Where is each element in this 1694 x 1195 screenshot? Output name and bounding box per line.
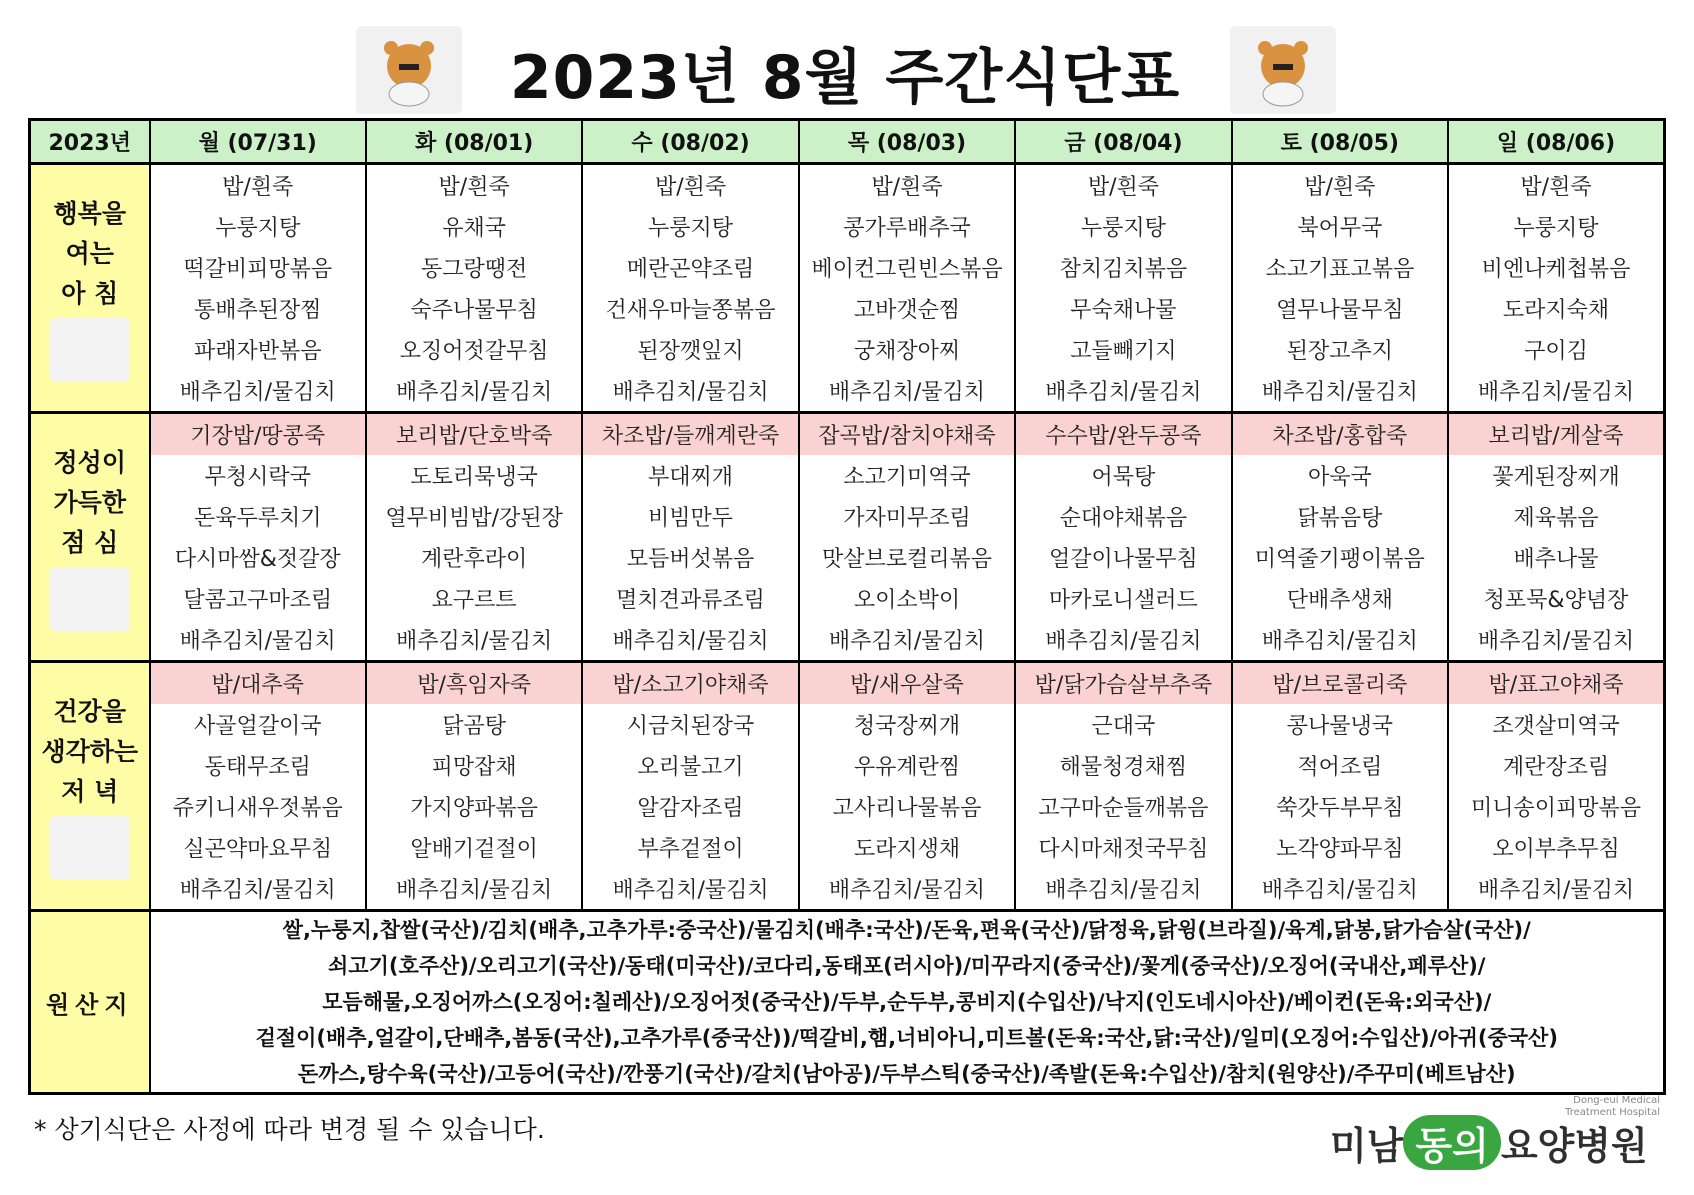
menu-item: 배추김치/물김치 <box>1015 619 1231 662</box>
menu-item: 우유계란찜 <box>799 745 1015 786</box>
menu-item: 쥬키니새우젓볶음 <box>150 786 366 827</box>
meal-row <box>30 455 1665 496</box>
menu-item: 무청시락국 <box>150 455 366 496</box>
menu-item: 밥/흰죽 <box>366 164 582 207</box>
menu-item: 다시마채젓국무침 <box>1015 827 1231 868</box>
menu-item: 밥/대추죽 <box>150 662 366 705</box>
meal-row <box>30 288 1665 329</box>
menu-item: 얼갈이나물무침 <box>1015 537 1231 578</box>
menu-item: 소고기표고볶음 <box>1232 247 1448 288</box>
origin-line: 겉절이(배추,얼갈이,단배추,봄동(국산),고추가루(중국산))/떡갈비,햄,너비아니,미트볼(돈육:국산,닭:국산)/일미(오징어:수입산)/아귀(중국산) <box>255 1026 1558 1050</box>
menu-item: 조갯살미역국 <box>1448 704 1664 745</box>
menu-item: 밥/흰죽 <box>150 164 366 207</box>
menu-item: 배추김치/물김치 <box>799 370 1015 413</box>
meal-label-line: 가득한 <box>53 488 126 517</box>
menu-item: 배추김치/물김치 <box>1232 619 1448 662</box>
menu-item: 도토리묵냉국 <box>366 455 582 496</box>
menu-item: 계란장조림 <box>1448 745 1664 786</box>
menu-item: 부추겉절이 <box>582 827 798 868</box>
footnote: * 상기식단은 사정에 따라 변경 될 수 있습니다. <box>34 1115 545 1144</box>
menu-item: 마카로니샐러드 <box>1015 578 1231 619</box>
meal-row <box>30 704 1665 745</box>
menu-item: 차조밥/홍합죽 <box>1232 413 1448 456</box>
menu-item: 밥/표고야채죽 <box>1448 662 1664 705</box>
menu-item: 오이소박이 <box>799 578 1015 619</box>
mascot-image-right <box>1230 26 1336 114</box>
menu-item: 구이김 <box>1448 329 1664 370</box>
page-title: 2023년 8월 주간식단표 <box>509 43 1181 113</box>
menu-item: 비빔만두 <box>582 496 798 537</box>
day-header: 토 (08/05) <box>1232 120 1448 164</box>
menu-item: 참치김치볶음 <box>1015 247 1231 288</box>
menu-item: 달콤고구마조림 <box>150 578 366 619</box>
meal-row <box>30 868 1665 911</box>
menu-item: 멸치견과류조림 <box>582 578 798 619</box>
menu-item: 배추김치/물김치 <box>1448 619 1664 662</box>
day-header: 금 (08/04) <box>1015 120 1231 164</box>
menu-item: 밥/브로콜리죽 <box>1232 662 1448 705</box>
menu-item: 콩나물냉국 <box>1232 704 1448 745</box>
menu-item: 노각양파무침 <box>1232 827 1448 868</box>
menu-item: 오이부추무침 <box>1448 827 1664 868</box>
menu-item: 꽃게된장찌개 <box>1448 455 1664 496</box>
menu-item: 근대국 <box>1015 704 1231 745</box>
hospital-logo <box>1330 1095 1666 1173</box>
menu-item: 누룽지탕 <box>1015 206 1231 247</box>
menu-item: 실곤약마요무침 <box>150 827 366 868</box>
menu-item: 쑥갓두부무침 <box>1232 786 1448 827</box>
menu-item: 배추김치/물김치 <box>1232 868 1448 911</box>
origin-line: 돈까스,탕수육(국산)/고등어(국산)/깐풍기(국산)/갈치(남아공)/두부스틱(중국산)/족발(돈육:수입산)/참치(원양산)/주꾸미(베트남산) <box>297 1062 1516 1086</box>
menu-item: 동그랑땡전 <box>366 247 582 288</box>
menu-item: 배추나물 <box>1448 537 1664 578</box>
menu-item: 밥/흰죽 <box>1448 164 1664 207</box>
day-header: 월 (07/31) <box>150 120 366 164</box>
menu-item: 수수밥/완두콩죽 <box>1015 413 1231 456</box>
menu-item: 도라지생채 <box>799 827 1015 868</box>
menu-item: 보리밥/단호박죽 <box>366 413 582 456</box>
menu-item: 배추김치/물김치 <box>582 619 798 662</box>
menu-item: 배추김치/물김치 <box>1015 370 1231 413</box>
menu-item: 배추김치/물김치 <box>1232 370 1448 413</box>
meal-label-line: 점 심 <box>61 528 119 557</box>
menu-item: 청국장찌개 <box>799 704 1015 745</box>
menu-item: 밥/흰죽 <box>799 164 1015 207</box>
meal-row <box>30 745 1665 786</box>
menu-item: 소고기미역국 <box>799 455 1015 496</box>
menu-item: 열무비빔밥/강된장 <box>366 496 582 537</box>
menu-item: 맛살브로컬리볶음 <box>799 537 1015 578</box>
menu-item: 유채국 <box>366 206 582 247</box>
logo-text-right: 요양병원 <box>1500 1124 1648 1168</box>
menu-item: 닭볶음탕 <box>1232 496 1448 537</box>
menu-item: 돈육두루치기 <box>150 496 366 537</box>
meal-label-line: 저 녁 <box>61 777 119 806</box>
menu-item: 누룽지탕 <box>150 206 366 247</box>
menu-item: 배추김치/물김치 <box>366 370 582 413</box>
menu-item: 가지양파볶음 <box>366 786 582 827</box>
menu-item: 밥/소고기야채죽 <box>582 662 798 705</box>
menu-item: 기장밥/땅콩죽 <box>150 413 366 456</box>
menu-item: 순대야채볶음 <box>1015 496 1231 537</box>
meal-label-line: 건강을 <box>53 697 126 726</box>
logo-text-green: 동의 <box>1403 1115 1500 1170</box>
menu-item: 누룽지탕 <box>1448 206 1664 247</box>
menu-item: 배추김치/물김치 <box>150 370 366 413</box>
menu-item: 단배추생채 <box>1232 578 1448 619</box>
logo-sub-line: Dong-eui Medical <box>1573 1095 1660 1106</box>
menu-item: 해물청경채찜 <box>1015 745 1231 786</box>
menu-item: 콩가루배추국 <box>799 206 1015 247</box>
menu-item: 보리밥/게살죽 <box>1448 413 1664 456</box>
menu-item: 된장고추지 <box>1232 329 1448 370</box>
meal-label-line: 행복을 <box>53 199 126 228</box>
meal-row <box>30 662 1665 705</box>
meal-row <box>30 786 1665 827</box>
menu-item: 부대찌개 <box>582 455 798 496</box>
menu-item: 적어조림 <box>1232 745 1448 786</box>
meal-row <box>30 164 1665 207</box>
menu-item: 청포묵&양념장 <box>1448 578 1664 619</box>
menu-item: 통배추된장찜 <box>150 288 366 329</box>
menu-item: 베이컨그린빈스볶음 <box>799 247 1015 288</box>
day-header: 화 (08/01) <box>366 120 582 164</box>
day-header: 목 (08/03) <box>799 120 1015 164</box>
menu-item: 배추김치/물김치 <box>799 619 1015 662</box>
logo-sub-line: Treatment Hospital <box>1565 1107 1660 1118</box>
menu-item: 도라지숙채 <box>1448 288 1664 329</box>
character-icon <box>50 816 130 880</box>
day-header: 일 (08/06) <box>1448 120 1664 164</box>
menu-item: 아욱국 <box>1232 455 1448 496</box>
menu-item: 메란곤약조림 <box>582 247 798 288</box>
meal-label <box>30 662 150 911</box>
menu-item: 모듬버섯볶음 <box>582 537 798 578</box>
meal-label-line: 여는 <box>65 239 114 268</box>
meal-row <box>30 413 1665 456</box>
meal-table <box>28 118 1666 1095</box>
meal-row <box>30 247 1665 288</box>
title-area <box>0 22 1694 114</box>
menu-item: 배추김치/물김치 <box>582 370 798 413</box>
menu-item: 차조밥/들깨계란죽 <box>582 413 798 456</box>
origin-line: 모듬해물,오징어까스(오징어:칠레산)/오징어젓(중국산)/두부,순두부,콩비지(수입산)/낙지(인도네시아산)/베이컨(돈육:외국산)/ <box>322 990 1492 1014</box>
logo-text-left: 미남 <box>1330 1124 1404 1168</box>
origin-row <box>30 911 1665 1094</box>
menu-item: 파래자반볶음 <box>150 329 366 370</box>
menu-item: 배추김치/물김치 <box>799 868 1015 911</box>
origin-line: 쌀,누룽지,찹쌀(국산)/김치(배추,고추가루:중국산)/물김치(배추:국산)/돈육,편육(국산)/닭정육,닭윙(브라질)/육계,닭봉,닭가슴살(국산)/ <box>282 918 1531 942</box>
menu-item: 피망잡채 <box>366 745 582 786</box>
menu-item: 고사리나물볶음 <box>799 786 1015 827</box>
menu-item: 고들빼기지 <box>1015 329 1231 370</box>
menu-item: 고바갯순찜 <box>799 288 1015 329</box>
menu-item: 배추김치/물김치 <box>582 868 798 911</box>
menu-item: 고구마순들깨볶음 <box>1015 786 1231 827</box>
menu-item: 알감자조림 <box>582 786 798 827</box>
menu-item: 시금치된장국 <box>582 704 798 745</box>
meal-row <box>30 827 1665 868</box>
menu-item: 비엔나케첩볶음 <box>1448 247 1664 288</box>
menu-item: 다시마쌈&젓갈장 <box>150 537 366 578</box>
menu-item: 열무나물무침 <box>1232 288 1448 329</box>
year-header: 2023년 <box>30 120 150 164</box>
menu-item: 밥/흰죽 <box>1015 164 1231 207</box>
menu-item: 배추김치/물김치 <box>1448 370 1664 413</box>
menu-item: 알배기겉절이 <box>366 827 582 868</box>
menu-item: 사골얼갈이국 <box>150 704 366 745</box>
menu-item: 어묵탕 <box>1015 455 1231 496</box>
menu-item: 숙주나물무침 <box>366 288 582 329</box>
meal-label-line: 정성이 <box>53 448 126 477</box>
menu-item: 가자미무조림 <box>799 496 1015 537</box>
menu-item: 오징어젓갈무침 <box>366 329 582 370</box>
origin-label: 원산지 <box>30 911 150 1094</box>
menu-item: 떡갈비피망볶음 <box>150 247 366 288</box>
menu-item: 무숙채나물 <box>1015 288 1231 329</box>
menu-item: 배추김치/물김치 <box>366 619 582 662</box>
meal-label-line: 생각하는 <box>41 737 139 766</box>
menu-item: 동태무조림 <box>150 745 366 786</box>
origin-line: 쇠고기(호주산)/오리고기(국산)/동태(미국산)/코다리,동태포(러시아)/미꾸라지(중국산)/꽃게(중국산)/오징어(국내산,페루산)/ <box>328 954 1486 978</box>
character-icon <box>50 318 130 382</box>
menu-item: 미니송이피망볶음 <box>1448 786 1664 827</box>
menu-item: 계란후라이 <box>366 537 582 578</box>
menu-item: 배추김치/물김치 <box>366 868 582 911</box>
meal-label-line: 아 침 <box>61 279 119 308</box>
menu-item: 궁채장아찌 <box>799 329 1015 370</box>
menu-item: 닭곰탕 <box>366 704 582 745</box>
menu-item: 건새우마늘쫑볶음 <box>582 288 798 329</box>
menu-item: 밥/닭가슴살부추죽 <box>1015 662 1231 705</box>
menu-item: 배추김치/물김치 <box>150 868 366 911</box>
logo-text <box>1330 1115 1648 1170</box>
meal-row <box>30 370 1665 413</box>
menu-item: 밥/흰죽 <box>582 164 798 207</box>
menu-item: 밥/흑임자죽 <box>366 662 582 705</box>
menu-item: 미역줄기팽이볶음 <box>1232 537 1448 578</box>
day-header: 수 (08/02) <box>582 120 798 164</box>
meal-row <box>30 578 1665 619</box>
menu-item: 오리불고기 <box>582 745 798 786</box>
menu-item: 밥/흰죽 <box>1232 164 1448 207</box>
meal-row <box>30 496 1665 537</box>
meal-row <box>30 537 1665 578</box>
meal-label <box>30 164 150 413</box>
character-icon <box>50 567 130 631</box>
meal-row <box>30 619 1665 662</box>
menu-item: 잡곡밥/참치야채죽 <box>799 413 1015 456</box>
menu-item: 제육볶음 <box>1448 496 1664 537</box>
menu-item: 요구르트 <box>366 578 582 619</box>
menu-item: 북어무국 <box>1232 206 1448 247</box>
meal-row <box>30 329 1665 370</box>
meal-row <box>30 206 1665 247</box>
menu-item: 배추김치/물김치 <box>1448 868 1664 911</box>
header-row <box>30 120 1665 164</box>
menu-item: 밥/새우살죽 <box>799 662 1015 705</box>
meal-label <box>30 413 150 662</box>
menu-item: 누룽지탕 <box>582 206 798 247</box>
menu-item: 된장깻잎지 <box>582 329 798 370</box>
origin-text <box>150 911 1665 1094</box>
menu-item: 배추김치/물김치 <box>1015 868 1231 911</box>
menu-item: 배추김치/물김치 <box>150 619 366 662</box>
